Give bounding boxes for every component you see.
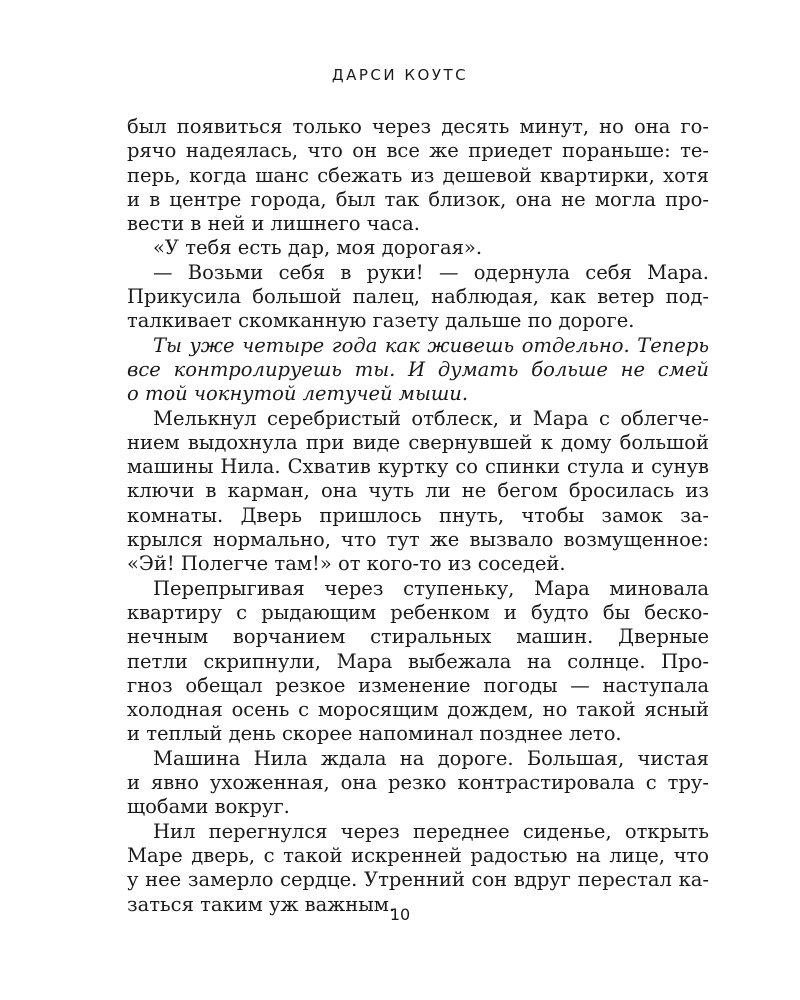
text-line: Маре дверь, с такой искренней радостью на лице, что	[127, 843, 709, 867]
page-number: 10	[389, 905, 411, 924]
text-line: ключи в карман, она чуть ли не бегом бросилась из	[127, 479, 709, 503]
text-line: «Эй! Полегче там!» от кого-то из соседей.	[127, 552, 566, 576]
text-line: «У тебя есть дар, моя дорогая».	[153, 236, 483, 260]
text-line: петли скрипнули, Мара выбежала на солнце. Про-	[127, 649, 709, 673]
text-line: у нее замерло сердце. Утренний сон вдруг перестал ка-	[127, 868, 709, 892]
text-line: рячо надеялась, что он все же приедет пораньше: те-	[127, 139, 709, 163]
text-line: гноз обещал резкое изменение погоды — наступала	[127, 673, 709, 697]
text-line: Нил перегнулся через переднее сиденье, открыть	[153, 819, 709, 843]
text-line: перь, когда шанс сбежать из дешевой квартирки, хотя	[127, 163, 709, 187]
text-line: и в центре города, был так близок, она не могла про-	[127, 187, 709, 211]
text-line: щобами вокруг.	[127, 795, 290, 819]
text-line: Мелькнул серебристый отблеск, и Мара с облегче-	[153, 406, 709, 430]
text-line: вести в ней и лишнего часа.	[127, 212, 420, 236]
text-line: Перепрыгивая через ступеньку, Мара миновала	[153, 576, 709, 600]
text-line: крылся нормально, что тут же вызвало возмущенное:	[127, 528, 709, 552]
text-line: Прикусила большой палец, наблюдая, как ветер под-	[127, 285, 709, 309]
text-line: был появиться только через десять минут, но она го-	[127, 115, 709, 138]
text-line: и явно ухоженная, она резко контрастировала с тру-	[127, 771, 709, 795]
body-text	[127, 115, 709, 917]
text-line: заться таким уж важным.	[127, 892, 396, 916]
italic-text-line: Ты уже четыре года как живешь отдельно. Теперь	[153, 333, 709, 357]
text-line: и теплый день скорее напоминал позднее лето.	[127, 722, 622, 746]
italic-text-line: все контролируешь ты. И думать больше не смей	[127, 357, 709, 381]
text-line: квартиру с рыдающим ребенком и будто бы беско-	[127, 600, 709, 624]
text-line: машины Нила. Схватив куртку со спинки стула и сунув	[127, 455, 709, 479]
running-head: ДАРСИ КОУТС	[331, 66, 469, 84]
text-line: талкивает скомканную газету дальше по дороге.	[127, 309, 635, 333]
text-line: — Возьми себя в руки! — одернула себя Мара.	[153, 260, 709, 284]
text-line: комнаты. Дверь пришлось пнуть, чтобы замок за-	[127, 503, 709, 527]
italic-text-line: о той чокнутой летучей мыши.	[127, 382, 469, 406]
text-line: нием выдохнула при виде свернувшей к дому большой	[127, 430, 709, 454]
text-line: Машина Нила ждала на дороге. Большая, чистая	[153, 746, 709, 770]
text-line: холодная осень с моросящим дождем, но такой ясный	[127, 698, 709, 722]
text-line: нечным ворчанием стиральных машин. Дверные	[127, 625, 709, 649]
